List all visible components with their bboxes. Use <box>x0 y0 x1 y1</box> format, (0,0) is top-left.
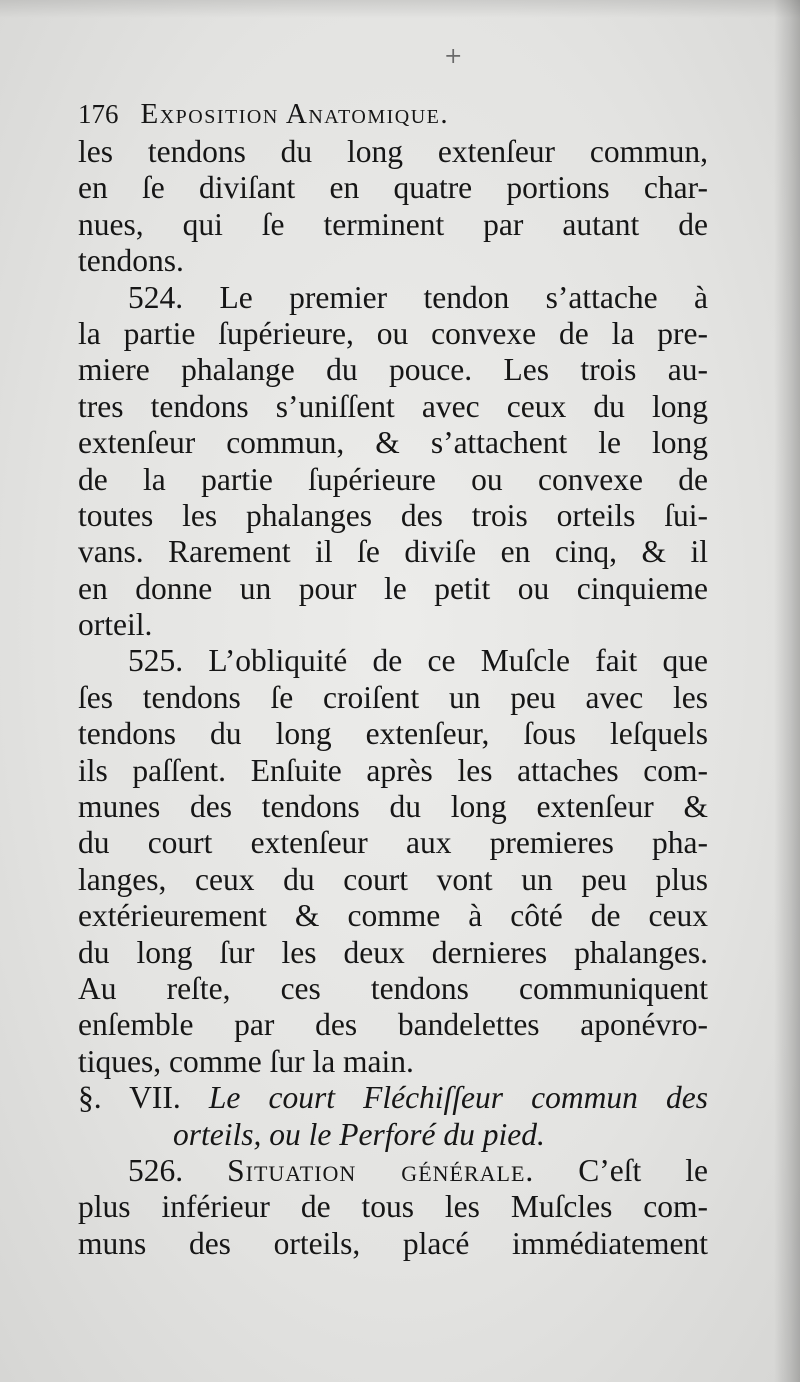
text-line: du long ſur les deux dernieres phalanges. <box>78 934 708 970</box>
section-marker: §. VII. <box>78 1080 181 1116</box>
text-line: ils paſſent. Enſuite après les attaches com- <box>78 752 708 788</box>
text-line: muns des orteils, placé immédiatement <box>78 1225 708 1261</box>
text-line: tendons du long extenſeur, ſous leſquels <box>78 716 708 752</box>
text-line: ſes tendons ſe croiſent un peu avec les <box>78 679 708 715</box>
section-heading <box>78 1080 708 1116</box>
running-title: Exposition Anatomique. <box>140 98 450 130</box>
text-line: extérieurement & comme à côté de ceux <box>78 898 708 934</box>
text-line: toutes les phalanges des trois orteils ſui- <box>78 497 708 533</box>
text-line: en ſe diviſant en quatre portions char- <box>78 170 708 206</box>
top-margin-mark: + <box>444 44 463 69</box>
paragraph-524-start: 524. Le premier tendon s’attache à <box>128 279 708 315</box>
text-fragment: C’eſt le <box>578 1152 709 1188</box>
page-shadow-right <box>774 0 800 1382</box>
text-line: tiques, comme ſur la main. <box>78 1043 414 1079</box>
paragraph-number: 526. <box>128 1152 184 1188</box>
text-line: les tendons du long extenſeur commun, <box>78 134 708 169</box>
text-line: Au reſte, ces tendons communiquent <box>78 970 708 1006</box>
text-line: munes des tendons du long extenſeur & <box>78 789 708 825</box>
text-line: vans. Rarement il ſe diviſe en cinq, & il <box>78 534 708 570</box>
text-line: tendons. <box>78 243 184 279</box>
text-line: extenſeur commun, & s’attachent le long <box>78 425 708 461</box>
text-line: de la partie ſupérieure ou convexe de <box>78 461 708 497</box>
section-title-line-2: orteils, ou le Perforé du pied. <box>173 1116 545 1152</box>
text-line: en donne un pour le petit ou cinquieme <box>78 570 708 606</box>
text-line: enſemble par des bandelettes aponévro- <box>78 1007 708 1043</box>
text-line: orteil. <box>78 607 153 643</box>
text-line: plus inférieur de tous les Muſcles com- <box>78 1189 708 1225</box>
text-block <box>78 96 708 1262</box>
paragraph-525-start: 525. L’obliquité de ce Muſcle fait que <box>128 643 708 679</box>
text-line: langes, ceux du court vont un peu plus <box>78 861 708 897</box>
text-line: nues, qui ſe terminent par autant de <box>78 206 708 242</box>
page-number: 176 <box>78 99 119 129</box>
section-title-line-1: Le court Fléchiſſeur commun des <box>208 1080 708 1116</box>
text-line: miere phalange du pouce. Les trois au- <box>78 352 708 388</box>
running-head <box>78 96 708 134</box>
text-line: du court extenſeur aux premieres pha- <box>78 825 708 861</box>
text-line: tres tendons s’uniſſent avec ceux du long <box>78 388 708 424</box>
paragraph-label: Situation générale. <box>227 1152 535 1188</box>
text-line: la partie ſupérieure, ou convexe de la pre- <box>78 315 708 351</box>
page-shadow-top <box>0 0 800 18</box>
paragraph-526-start <box>78 1153 708 1189</box>
